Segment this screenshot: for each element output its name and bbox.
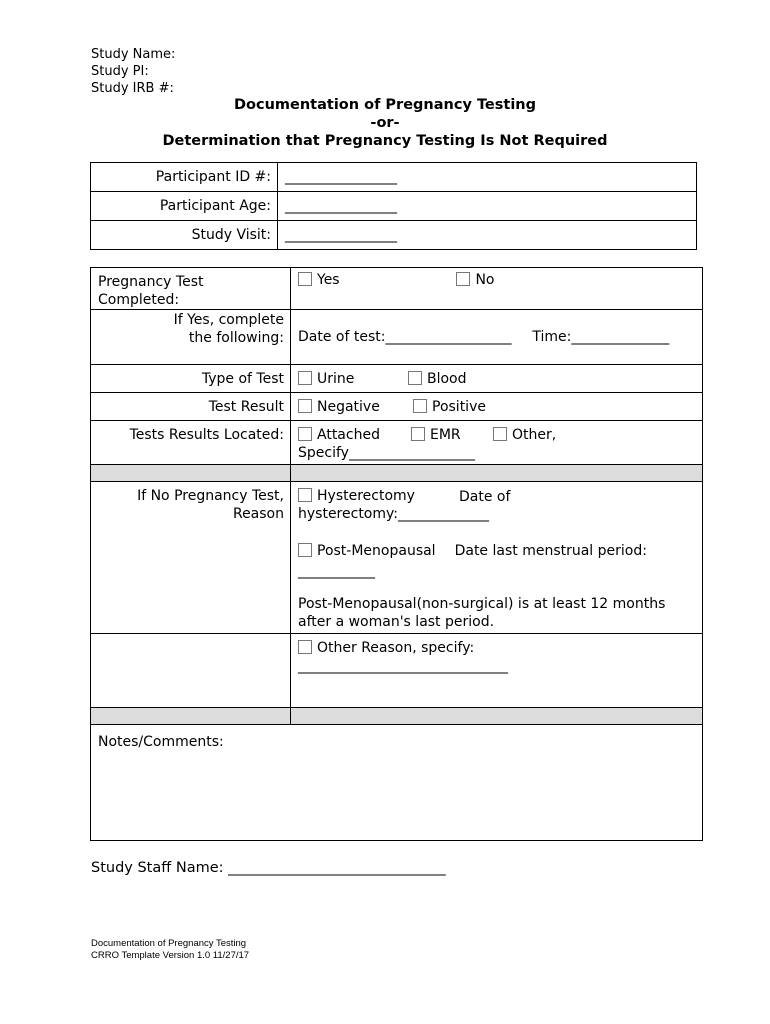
urine-label: Urine bbox=[317, 370, 355, 387]
results-located-label: Tests Results Located: bbox=[91, 421, 291, 465]
separator-cell bbox=[91, 465, 291, 482]
study-visit-label: Study Visit: bbox=[91, 221, 278, 250]
footer-version: CRRO Template Version 1.0 11/27/17 bbox=[91, 950, 250, 961]
separator-cell bbox=[291, 708, 703, 725]
separator-cell bbox=[291, 465, 703, 482]
date-of-test-field[interactable]: Date of test:__________________ bbox=[298, 329, 512, 345]
negative-label: Negative bbox=[317, 398, 380, 415]
urine-checkbox[interactable] bbox=[298, 371, 312, 385]
test-completed-label: Pregnancy Test Completed: bbox=[91, 268, 291, 310]
participant-id-label: Participant ID #: bbox=[91, 163, 278, 192]
no-label: No bbox=[475, 272, 495, 288]
hysterectomy-date-field[interactable]: hysterectomy:_____________ bbox=[298, 506, 489, 522]
title-or: -or- bbox=[370, 115, 400, 131]
other-label: Other, bbox=[512, 427, 557, 443]
hysterectomy-label: Hysterectomy bbox=[317, 488, 415, 504]
participant-age-label: Participant Age: bbox=[91, 192, 278, 221]
hysterectomy-date-prefix: Date of bbox=[459, 489, 511, 505]
participant-age-field[interactable]: ________________ bbox=[278, 192, 697, 221]
type-of-test-label: Type of Test bbox=[91, 365, 291, 393]
other-checkbox[interactable] bbox=[493, 427, 507, 441]
participant-id-field[interactable]: ________________ bbox=[278, 163, 697, 192]
time-of-test-field[interactable]: Time:______________ bbox=[532, 329, 670, 345]
test-result-label: Test Result bbox=[91, 393, 291, 421]
if-yes-label: If Yes, complete the following: bbox=[173, 312, 284, 346]
study-visit-field[interactable]: ________________ bbox=[278, 221, 697, 250]
empty-label-cell bbox=[91, 634, 291, 708]
study-name-label: Study Name: bbox=[91, 47, 176, 62]
menopause-note: Post-Menopausal(non-surgical) is at least 12 months after a woman's last period. bbox=[298, 596, 666, 630]
study-irb-label: Study IRB #: bbox=[91, 81, 174, 96]
lmp-label: Date last menstrual period: bbox=[454, 543, 647, 559]
other-reason-field[interactable]: ______________________________ bbox=[298, 658, 508, 674]
notes-comments-box[interactable] bbox=[91, 725, 703, 841]
footer-doc-title: Documentation of Pregnancy Testing bbox=[91, 938, 247, 949]
emr-checkbox[interactable] bbox=[411, 427, 425, 441]
yes-checkbox[interactable] bbox=[298, 272, 312, 286]
lmp-field[interactable]: ___________ bbox=[298, 563, 375, 579]
attached-checkbox[interactable] bbox=[298, 427, 312, 441]
emr-label: EMR bbox=[430, 427, 461, 443]
blood-label: Blood bbox=[427, 370, 467, 387]
other-reason-checkbox[interactable] bbox=[298, 640, 312, 654]
hysterectomy-checkbox[interactable] bbox=[298, 488, 312, 502]
yes-label: Yes bbox=[317, 272, 340, 288]
study-pi-label: Study PI: bbox=[91, 64, 149, 79]
positive-checkbox[interactable] bbox=[413, 399, 427, 413]
post-menopausal-label: Post-Menopausal bbox=[317, 543, 436, 559]
positive-label: Positive bbox=[432, 398, 486, 415]
attached-label: Attached bbox=[317, 427, 380, 443]
no-test-reason-label: If No Pregnancy Test, Reason bbox=[137, 488, 284, 522]
blood-checkbox[interactable] bbox=[408, 371, 422, 385]
pregnancy-test-table bbox=[90, 267, 703, 841]
no-checkbox[interactable] bbox=[456, 272, 470, 286]
page-subtitle: Determination that Pregnancy Testing Is Not Required bbox=[162, 133, 608, 149]
specify-field[interactable]: Specify__________________ bbox=[298, 445, 475, 461]
other-reason-label: Other Reason, specify: bbox=[317, 640, 475, 656]
study-staff-name-field[interactable]: Study Staff Name: ______________________________ bbox=[91, 860, 446, 876]
separator-cell bbox=[91, 708, 291, 725]
post-menopausal-checkbox[interactable] bbox=[298, 543, 312, 557]
negative-checkbox[interactable] bbox=[298, 399, 312, 413]
page-title: Documentation of Pregnancy Testing bbox=[233, 97, 536, 113]
notes-comments-label: Notes/Comments: bbox=[98, 734, 224, 750]
participant-table bbox=[90, 162, 697, 250]
